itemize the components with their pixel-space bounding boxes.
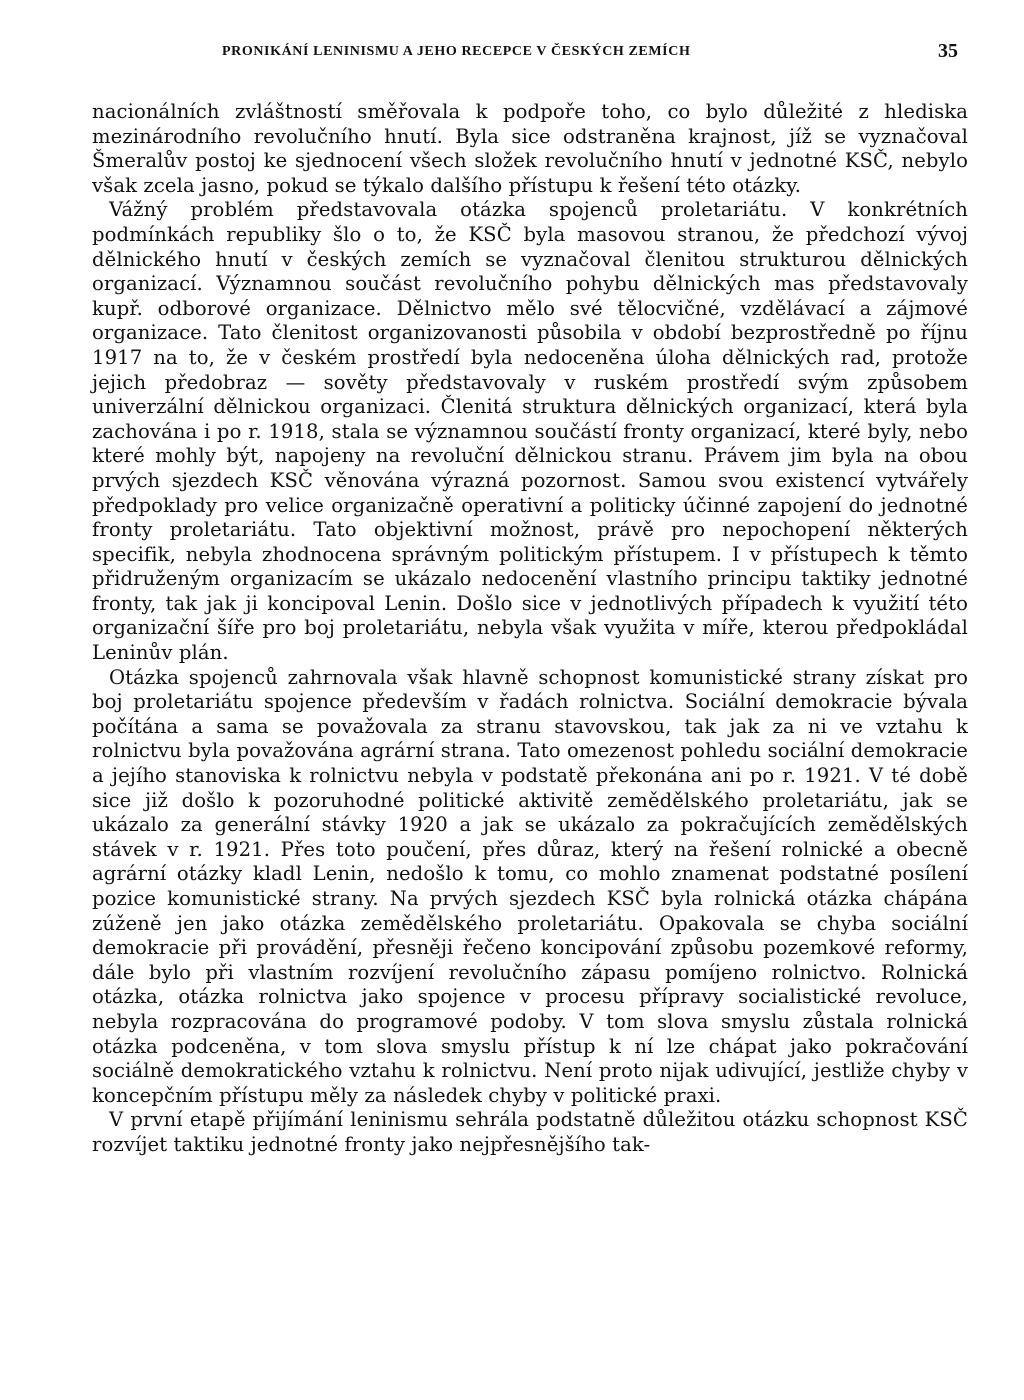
body-text [92,100,968,1158]
paragraph: V první etapě přijímání leninismu sehrála podstatně důležitou otázku schopnost KSČ rozvíjet taktiku jednotné fronty jako nejpřesnějšího tak- [92,1108,968,1156]
paragraph: Otázka spojenců zahrnovala však hlavně schopnost komunistické strany získat pro boj proletariátu spojence především v řadách rolnictva. Sociální demokracie bývala počítána a sama se považovala za stranu stavovskou, tak jak za ni ve vztahu k rolnictvu byla považována agrární strana. Tato omezenost pohledu sociální demokracie a jejího stanoviska k rolnictvu nebyla v podstatě překonána ani po r. 1921. V té době sice již došlo k pozoruhodné politické aktivitě zemědělského proletariátu, jak se ukázalo za generální stávky 1920 a jak se ukázalo za pokračujících zemědělských stávek v r. 1921. Přes toto poučení, přes důraz, který na řešení rolnické a obecně agrární otázky kladl Lenin, nedošlo k tomu, co mohlo znamenat podstatné posílení pozice komunistické strany. Na prvých sjezdech KSČ byla rolnická otázka chápána zúženě jen jako otázka zemědělského proletariátu. Opakovala se chyba sociální demokracie při provádění, přesněji řečeno koncipování způsobu pozemkové reformy, dále bylo při vlastním rozvíjení revolučního zápasu pomíjeno rolnictvo. Rolnická otázka, otázka rolnictva jako spojence v procesu přípravy socialistické revoluce, nebyla rozpracována do programové podoby. V tom slova smyslu zůstala rolnická otázka podceněna, v tom slova smyslu přístup k ní lze chápat jako pokračování sociálně demokratického vztahu k rolnictvu. Není proto nijak udivující, jestliže chyby v koncepčním přístupu měly za následek chyby v politické praxi. [92,665,968,1107]
running-header [92,32,968,66]
page-number: 35 [938,40,958,62]
running-title: PRONIKÁNÍ LENINISMU A JEHO RECEPCE V ČESKÝCH ZEMÍCH [222,44,691,59]
paragraph: nacionálních zvláštností směřovala k podpoře toho, co bylo důležité z hlediska mezinárodního revolučního hnutí. Byla sice odstraněna krajnost, jíž se vyznačoval Šmeralův postoj ke sjednocení všech složek revolučního hnutí v jednotné KSČ, nebylo však zcela jasno, pokud se týkalo dalšího přístupu k řešení této otázky. [92,100,968,197]
paragraph: Vážný problém představovala otázka spojenců proletariátu. V konkrétních podmínkách republiky šlo o to, že KSČ byla masovou stranou, že předchozí vývoj dělnického hnutí v českých zemích se vyznačoval členitou strukturou dělnických organizací. Významnou součást revolučního pohybu dělnických mas představovaly kupř. odborové organizace. Dělnictvo mělo své tělocvičné, vzdělávací a zájmové organizace. Tato členitost organizovanosti působila v období bezprostředně po říjnu 1917 na to, že v českém prostředí byla nedoceněna úloha dělnických rad, protože jejich předobraz — sověty představovaly v ruském prostředí svým způsobem univerzální dělnickou organizaci. Členitá struktura dělnických organizací, která byla zachována i po r. 1918, stala se významnou součástí fronty organizací, které byly, nebo které mohly být, napojeny na revoluční dělnickou stranu. Právem jim byla na obou prvých sjezdech KSČ věnována výrazná pozornost. Samou svou existencí vytvářely předpoklady pro velice organizačně operativní a politicky účinné zapojení do jednotné fronty proletariátu. Tato objektivní možnost, právě pro nepochopení některých specifik, nebyla zhodnocena správným politickým přístupem. I v přístupech k těmto přidruženým organizacím se ukázalo nedocenění vlastního principu taktiky jednotné fronty, tak jak ji koncipoval Lenin. Došlo sice v jednotlivých případech k využití této organizační šíře pro boj proletariátu, nebyla však využita v míře, kterou předpokládal Leninův plán. [92,198,968,665]
book-page [92,32,968,1158]
